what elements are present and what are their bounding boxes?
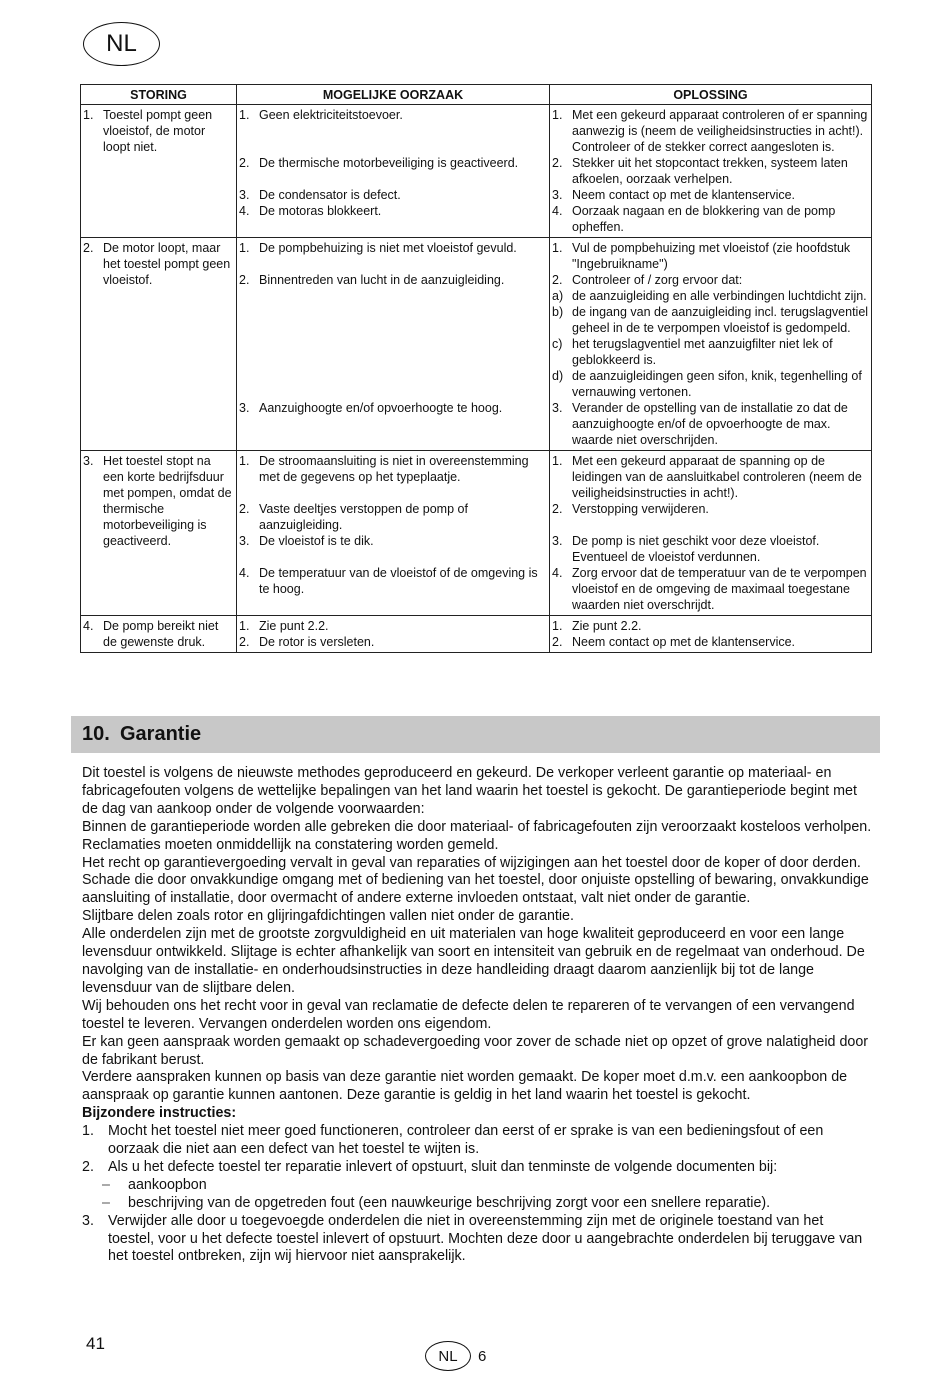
cause-item-number: 1. [239,619,250,633]
cause-item-text: Binnentreden van lucht in de aanzuigleiding. [259,273,505,287]
instruction-text: Als u het defecte toestel ter reparatie inlevert of opstuurt, sluit dan tenminste de volgende documenten bij: [108,1158,778,1175]
cause-item-number: 1. [239,108,250,122]
cause-item-text: De temperatuur van de vloeistof of de omgeving is te hoog. [259,566,538,596]
solution-item-text: de aanzuigleiding en alle verbindingen luchtdicht zijn. [572,289,867,303]
cause-item-text: Zie punt 2.2. [259,619,329,633]
guarantee-paragraph: Dit toestel is volgens de nieuwste methodes geproduceerd en gekeurd. De verkoper verleent garantie op materiaal- en fabricagefouten volgens de wettelijke bepalingen van het land waarin het toestel is gekocht. De garantieperiode begint met de dag van aankoop onder de volgende voorwaarden: [82,765,857,817]
storing-item-number: 1. [83,108,94,122]
solution-item [552,187,869,203]
col-header-oplossing: OPLOSSING [550,85,872,105]
page-number: 41 [86,1334,105,1353]
solution-item [552,288,869,304]
solution-item-text: Met een gekeurd apparaat de spanning op de leidingen van de aansluitkabel controleren (neem de veiligheidsinstructies in acht!). [572,454,862,500]
solution-item [552,453,869,501]
solution-item-text: Met een gekeurd apparaat controleren of er spanning aanwezig is (neem de veiligheidsinstructies in acht!). Controleer of de stekker correct aangesloten is. [572,108,868,154]
storing-item-text: De pomp bereikt niet de gewenste druk. [103,619,219,649]
cause-item-text [259,336,547,368]
guarantee-paragraph: Binnen de garantieperiode worden alle gebreken die door materiaal- of fabricagefouten zijn veroorzaakt kosteloos verholpen. Reclamaties moeten onmiddellijk na constatering worden gemeld. [82,818,872,853]
cause-item [239,203,547,235]
storing-cell [81,616,237,653]
cause-item [239,565,547,613]
cause-cell [237,238,550,451]
solution-item [552,203,869,235]
troubleshooting-table [80,84,872,653]
storing-item-text: De motor loopt, maar het toestel pompt geen vloeistof. [103,241,231,287]
solution-item [552,634,869,650]
solution-item [552,400,869,448]
cause-item-number [239,304,259,336]
storing-item-number: 4. [83,619,94,633]
cause-item-text: De condensator is defect. [259,188,401,202]
solution-item-number: 1. [552,619,563,633]
solution-cell [550,616,872,653]
section-title: Garantie [120,723,202,745]
instruction-number: 2. [82,1158,94,1175]
storing-cell [81,238,237,451]
instructions-heading: Bijzondere instructies: [82,1105,237,1122]
cause-cell [237,105,550,238]
cause-item-number: 4. [239,566,250,580]
cause-item-number: 4. [239,204,250,218]
storing-cell [81,105,237,238]
cause-item-number [239,288,259,304]
solution-item-number: 1. [552,241,563,255]
guarantee-paragraph: Wij behouden ons het recht voor in geval van reclamatie de defecte delen te repareren of te vervangen of een vervangend toestel te leveren. Vervangen onderdelen worden ons eigendom. [82,997,855,1032]
paragraphs [82,765,872,1105]
dash-bullet: – [102,1176,110,1193]
storing-item [83,453,234,549]
table-row [81,105,872,238]
solution-item [552,304,869,336]
language-badge-text: NL [106,30,137,57]
instruction-subitem [82,1177,872,1195]
storing-item-text: Toestel pompt geen vloeistof, de motor loopt niet. [103,108,213,154]
dash-bullet: – [102,1194,110,1211]
cause-item-text: De motoras blokkeert. [259,204,382,218]
solution-item-text: Zie punt 2.2. [572,619,642,633]
storing-item [83,618,234,650]
cause-item [239,533,547,565]
solution-item-text: Neem contact op met de klantenservice. [572,635,796,649]
cause-item [239,240,547,272]
cause-item-text: De stroomaansluiting is niet in overeenstemming met de gegevens op het typeplaatje. [259,454,529,484]
instruction-item [82,1123,872,1159]
solution-item-number: 2. [552,635,563,649]
cause-item [239,272,547,288]
solution-item-number: 1. [552,108,563,122]
table-row [81,616,872,653]
cause-item [239,634,547,650]
cause-item [239,336,547,368]
solution-item-number: 2. [552,156,563,170]
cause-item-text: Vaste deeltjes verstoppen de pomp of aanzuigleiding. [259,502,468,532]
guarantee-paragraph: Alle onderdelen zijn met de grootste zorgvuldigheid en uit materialen van hoge kwaliteit geproduceerd en voor een lange levensduur ontwikkeld. Slijtage is echter afhankelijk van soort en intensiteit van gebruik en de regelmaat van onderhoud. De navolging van de installatie- en onderhoudsinstructies in deze handleiding draagt daarom aanzienlijk bij tot de lange levensduur van de slijtbare delen. [82,926,865,996]
solution-item-number: 4. [552,204,563,218]
cause-item-text [259,368,547,400]
solution-item-number: d) [552,369,564,383]
cause-item-number: 1. [239,454,250,468]
cause-item [239,400,547,448]
section-heading-bar [71,716,880,753]
instruction-number: 1. [82,1123,94,1140]
solution-item [552,533,869,565]
solution-item-number: 2. [552,273,563,287]
solution-item-number: 4. [552,566,563,580]
storing-item [83,107,234,155]
solution-item-text: Controleer of / zorg ervoor dat: [572,273,743,287]
solution-item [552,501,869,533]
cause-item [239,368,547,400]
cause-item [239,453,547,501]
cause-item [239,107,547,155]
cause-item [239,304,547,336]
cause-item-text: De vloeistof is te dik. [259,534,374,548]
cause-item-text [259,304,547,336]
cause-item-text: De pompbehuizing is niet met vloeistof gevuld. [259,241,517,255]
solution-item-number: b) [552,305,564,319]
cause-item [239,501,547,533]
solution-item-text: Neem contact op met de klantenservice. [572,188,796,202]
solution-item-number: 3. [552,401,563,415]
guarantee-paragraph: Het recht op garantievergoeding vervalt in geval van reparaties of wijzigingen aan het toestel door de koper of door derden. Schade die door onvakkundige omgang met of bediening van het toestel, door onjuiste opstelling of bewaring, onvakkundige aansluiting of installatie, door overmacht of andere externe invloeden ontstaat, valt niet onder de garantie. [82,854,869,907]
guarantee-paragraph: Er kan geen aanspraak worden gemaakt op schadevergoeding voor zover de schade niet op opzet of grove nalatigheid door de fabrikant berust. [82,1033,869,1068]
solution-item-text: de aanzuigleidingen geen sifon, knik, tegenhelling of vernauwing vertonen. [572,369,862,399]
cause-item-text: De thermische motorbeveiliging is geactiveerd. [259,156,519,170]
storing-item-text: Het toestel stopt na een korte bedrijfsduur met pompen, omdat de thermische motorbeveiliging is geactiveerd. [103,454,232,548]
cause-item [239,618,547,634]
guarantee-paragraph: Verdere aanspraken kunnen op basis van deze garantie niet worden gemaakt. De koper moet d.m.v. een aankoopbon de aanspraak op garantie kunnen aantonen. Deze garantie is geldig in het land waarin het toestel is gekocht. [82,1069,848,1104]
solution-item-text: De pomp is niet geschikt voor deze vloeistof. Eventueel de vloeistof verdunnen. [572,534,820,564]
cause-item-text: Aanzuighoogte en/of opvoerhoogte te hoog. [259,401,503,415]
solution-item-text: Oorzaak nagaan en de blokkering van de pomp opheffen. [572,204,836,234]
instruction-text: Verwijder alle door u toegevoegde onderdelen die niet in overeenstemming zijn met de originele toestand van het toestel, voor u het defecte toestel inlevert of opstuurt. Mochten deze door u aangebrachte onderdelen bij teruggave van het toestel ontbreken, zijn wij hiervoor niet aansprakelijk. [108,1212,863,1265]
solution-cell [550,451,872,616]
cause-item-text: Geen elektriciteitstoevoer. [259,108,403,122]
guarantee-paragraph: Slijtbare delen zoals rotor en glijringafdichtingen vallen niet onder de garantie. [82,908,574,925]
cause-item [239,187,547,203]
cause-item-text: De rotor is versleten. [259,635,375,649]
solution-item [552,107,869,155]
cause-item-number: 3. [239,534,250,548]
footer-sub-page: 6 [478,1348,487,1365]
cause-item-number: 2. [239,273,250,287]
solution-item-text: het terugslagventiel met aanzuigfilter niet lek of geblokkeerd is. [572,337,833,367]
storing-cell [81,451,237,616]
col-header-oorzaak: MOGELIJKE OORZAAK [237,85,550,105]
cause-cell [237,616,550,653]
table-row [81,238,872,451]
solution-item-text: Verander de opstelling van de installatie zo dat de aanzuighoogte en/of de opvoerhoogte de max. waarde niet overschrijden. [572,401,848,447]
instruction-subitem [82,1195,872,1213]
solution-cell [550,238,872,451]
solution-item [552,155,869,187]
solution-item [552,240,869,272]
subitem-text: beschrijving van de opgetreden fout (een nauwkeurige beschrijving zorgt voor een snellere reparatie). [128,1194,771,1211]
instruction-number: 3. [82,1212,94,1229]
cause-item [239,155,547,187]
cause-item [239,288,547,304]
cause-item-number: 3. [239,188,250,202]
solution-item-text: Vul de pompbehuizing met vloeistof (zie hoofdstuk "Ingebruikname") [572,241,851,271]
subitem-text: aankoopbon [128,1176,207,1193]
instruction-item [82,1213,872,1267]
solution-item-number: c) [552,337,563,351]
section-number: 10. [82,723,110,745]
solution-item-number: 3. [552,188,563,202]
solution-item-text: de ingang van de aanzuigleiding incl. terugslagventiel geheel in de te verpompen vloeistof is gedompeld. [572,305,869,335]
cause-cell [237,451,550,616]
guarantee-text [82,765,872,1266]
storing-item-number: 2. [83,241,94,255]
cause-item-text [259,288,547,304]
cause-item-number [239,368,259,400]
solution-item [552,368,869,400]
storing-item-number: 3. [83,454,94,468]
cause-item-number: 3. [239,401,250,415]
footer-language-badge [425,1341,471,1371]
solution-item-text: Verstopping verwijderen. [572,502,709,516]
solution-item [552,565,869,613]
table-header-row [81,85,872,105]
cause-item-number [239,336,259,368]
solution-item-number: 2. [552,502,563,516]
cause-item-number: 2. [239,156,250,170]
col-header-storing: STORING [81,85,237,105]
solution-cell [550,105,872,238]
language-badge [83,22,160,66]
solution-item-text: Zorg ervoor dat de temperatuur van de te verpompen vloeistof en de omgeving de maximaal toegestane waarden niet overschrijdt. [572,566,867,612]
instruction-item [82,1159,872,1177]
solution-item-number: 1. [552,454,563,468]
solution-item [552,618,869,634]
solution-item [552,272,869,288]
storing-item [83,240,234,288]
cause-item-number: 1. [239,241,250,255]
solution-item-text: Stekker uit het stopcontact trekken, systeem laten afkoelen, oorzaak verhelpen. [572,156,848,186]
solution-item-number: 3. [552,534,563,548]
solution-item [552,336,869,368]
cause-item-number: 2. [239,502,250,516]
table-row [81,451,872,616]
solution-item-number: a) [552,289,564,303]
footer-language-text: NL [438,1347,458,1365]
table-body [81,105,872,653]
cause-item-number: 2. [239,635,250,649]
instruction-text: Mocht het toestel niet meer goed functioneren, controleer dan eerst of er sprake is van een bedieningsfout of een oorzaak die niet aan een defect van het toestel te wijten is. [108,1123,824,1158]
